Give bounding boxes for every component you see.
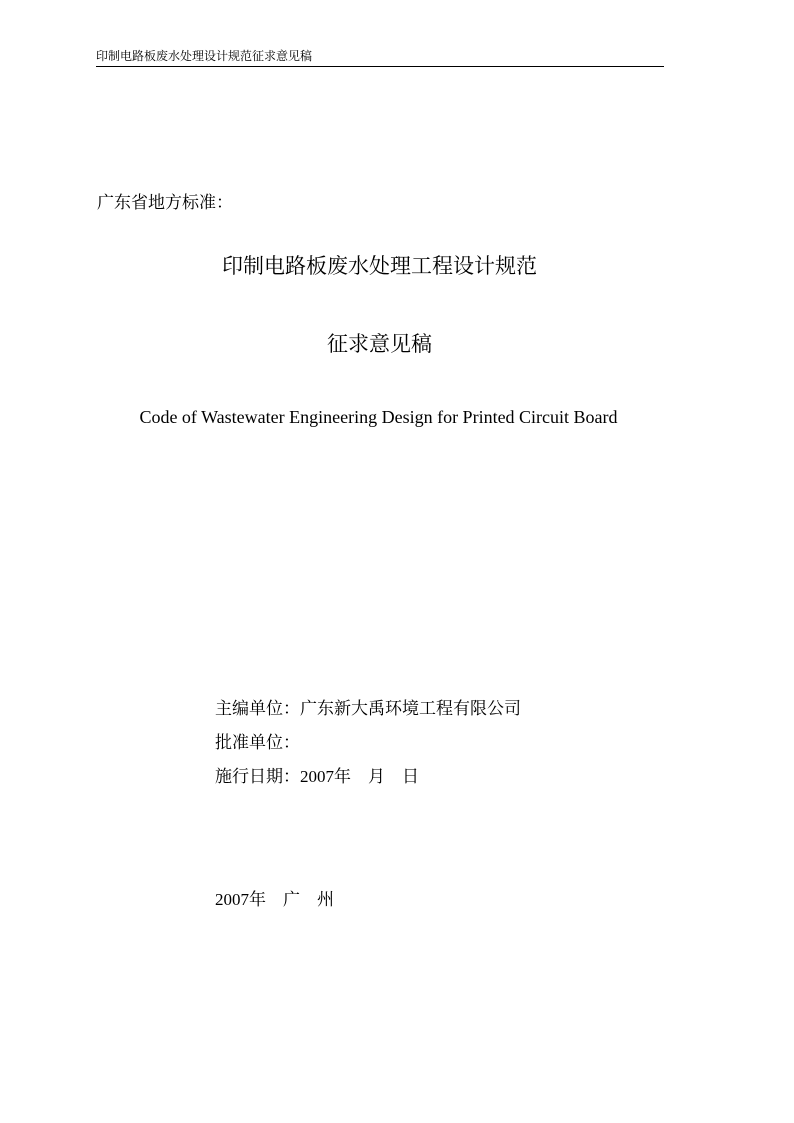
effective-date-line: [215, 760, 521, 794]
publication-place: 年 广 州: [249, 890, 334, 910]
document-title: 印制电路板废水处理工程设计规范: [222, 254, 537, 278]
english-title: Code of Wastewater Engineering Design for Printed Circuit Board: [139, 407, 618, 427]
running-header: [96, 48, 664, 67]
standard-label: 广东省地方标准：: [97, 193, 233, 213]
publication-year: 2007: [215, 890, 249, 909]
info-block: [215, 692, 521, 794]
effective-year: 2007: [300, 767, 334, 786]
effective-date-rest: 年 月 日: [334, 767, 419, 787]
approver-line: [215, 726, 521, 760]
approver-label: 批准单位：: [215, 733, 300, 753]
document-subtitle: 征求意见稿: [327, 332, 432, 356]
editor-line: [215, 692, 521, 726]
publication-line: [215, 888, 334, 912]
editor-value: 广东新大禹环境工程有限公司: [300, 699, 521, 719]
running-header-title: 印制电路板废水处理设计规范征求意见稿: [96, 49, 313, 63]
effective-date-label: 施行日期：: [215, 767, 300, 787]
editor-label: 主编单位：: [215, 699, 300, 719]
